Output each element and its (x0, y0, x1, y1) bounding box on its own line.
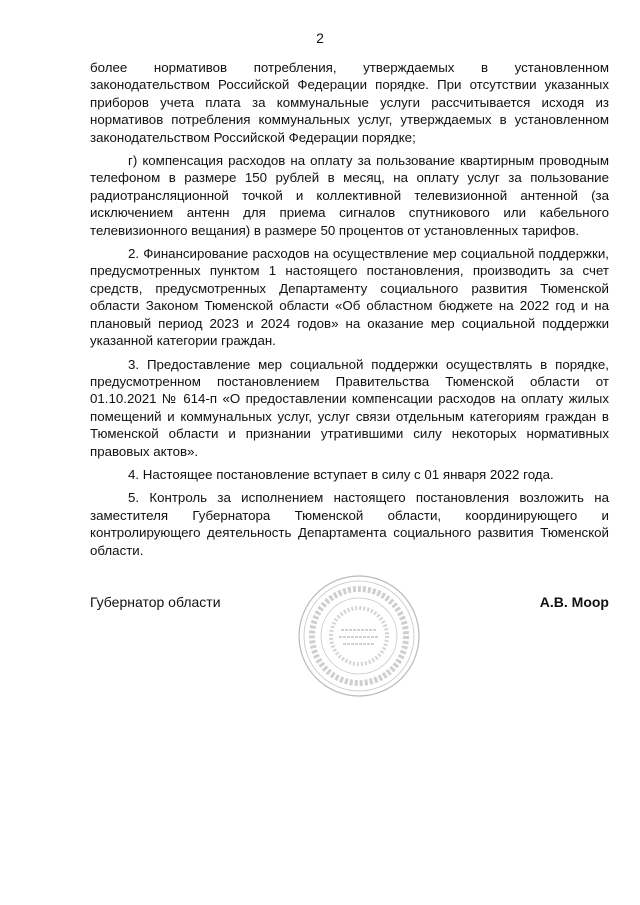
official-seal (297, 574, 421, 698)
page-number: 2 (316, 30, 324, 46)
signatory-name: А.В. Моор (539, 594, 609, 610)
paragraph-2: 2. Финансирование расходов на осуществление мер социальной поддержки, предусмотренных пунктом 1 настоящего постановления, производить за счет средств, предусмотренных Департаменту социального развития Тюменской области Законом Тюменской области «Об областном бюджете на 2022 год и на плановый период 2023 и 2024 годов» на оказание мер социальной поддержки указанной категории граждан. (90, 246, 609, 349)
paragraph-5: 5. Контроль за исполнением настоящего постановления возложить на заместителя Губернатора Тюменской области, координирующего и контролирующего деятельность Департамента социального развития Тюменской области. (90, 490, 609, 558)
paragraph-item-g: г) компенсация расходов на оплату за пользование квартирным проводным телефоном в размере 150 рублей в месяц, на оплату услуг за пользование радиотрансляционной точкой и коллективной телевизионной антенной (за исключением антенн для приема сигналов спутникового или кабельного телевизионного вещания) в размере 50 процентов от установленных тарифов. (90, 153, 609, 238)
paragraph-3: 3. Предоставление мер социальной поддержки осуществлять в порядке, предусмотренном постановлением Правительства Тюменской области от 01.10.2021 № 614-п «О предоставлении компенсации расходов на оплату жилых помещений и коммунальных услуг, услуг связи отдельным категориям граждан в Тюменской области и признании утратившими силу некоторых нормативных правовых актов». (90, 356, 609, 459)
signatory-title: Губернатор области (90, 594, 221, 610)
paragraph-4: 4. Настоящее постановление вступает в силу с 01 января 2022 года. (128, 466, 554, 482)
document-body (90, 59, 609, 565)
paragraph-continuation: более нормативов потребления, утверждаемых в установленном законодательством Российской Федерации порядке. При отсутствии указанных приборов учета плата за коммунальные услуги рассчитывается исходя из нормативов потребления коммунальных услуг, утверждаемых в установленном законодательством Российской Федерации порядке; (90, 60, 609, 145)
